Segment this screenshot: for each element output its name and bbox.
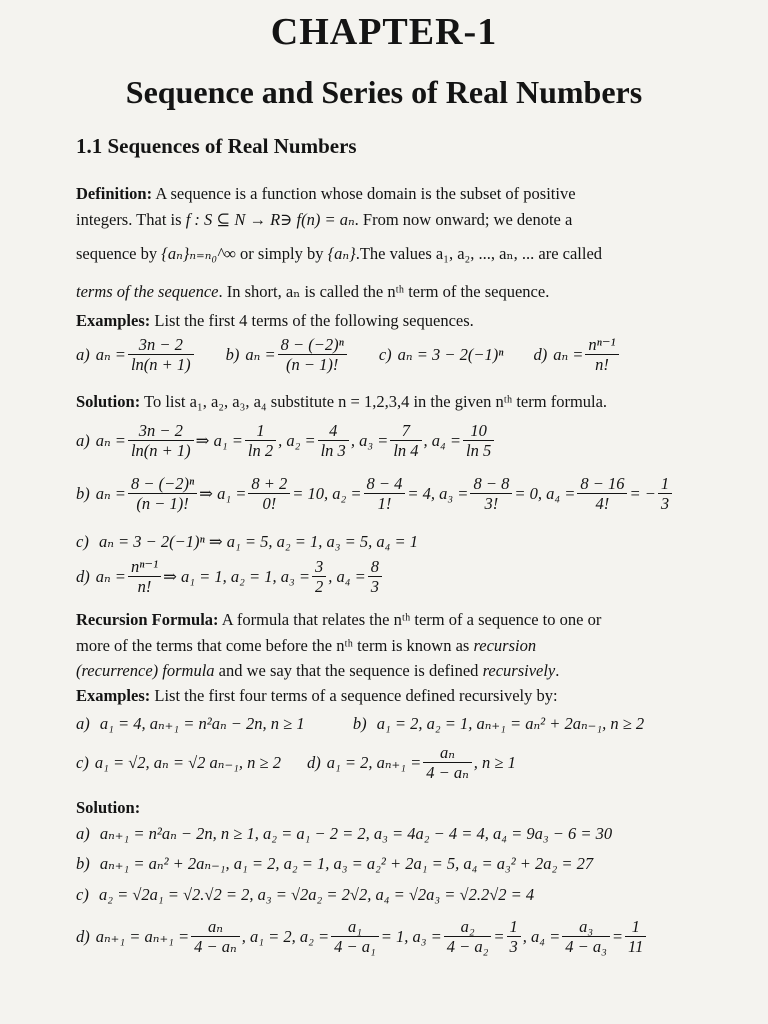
examples-1-formulas xyxy=(76,336,716,374)
formula-part: , a₄ = xyxy=(423,430,462,450)
denominator: 4 − a₁ xyxy=(334,937,376,957)
examples-2-text: List the first four terms of a sequence defined recursively by: xyxy=(154,686,558,705)
denominator: 4 − aₙ xyxy=(426,763,469,783)
fraction xyxy=(364,475,406,513)
solution-2-line xyxy=(76,798,716,818)
formula-lhs: aₙ₊₁ = aₙ₊₁ = xyxy=(95,926,190,946)
formula: a₂ = √2a₁ = √2.√2 = 2, a₃ = √2a₂ = 2√2, a₄ = √2a₃ = √2.2√2 = 4 xyxy=(98,885,535,904)
denominator: ln 2 xyxy=(247,441,274,461)
denominator: 3 xyxy=(509,937,518,957)
recursion-text-2: more of the terms that come before the nᵗʰ term is known as xyxy=(76,636,470,655)
fraction xyxy=(368,558,382,596)
examples-1-text: List the first 4 terms of the following sequences. xyxy=(154,311,474,330)
examples-2-row-2 xyxy=(76,744,716,782)
formula-lhs: a₁ = 2, aₙ₊₁ = xyxy=(326,752,422,772)
numerator: nⁿ⁻¹ xyxy=(128,558,161,577)
formula: aₙ₊₁ = n²aₙ − 2n, n ≥ 1, a₂ = a₁ − 2 = 2, a₃ = 4a₂ − 4 = 4, a₄ = 9a₃ − 6 = 30 xyxy=(99,824,613,843)
recursion-line-2 xyxy=(76,636,716,656)
denominator: 3 xyxy=(370,577,379,597)
numerator: 3 xyxy=(312,558,326,577)
definition-line-1 xyxy=(76,184,716,204)
formula-part: ⇒ a₁ = xyxy=(199,483,247,503)
examples-2-line xyxy=(76,686,716,706)
denominator: 1! xyxy=(377,494,392,514)
formula-part: = xyxy=(611,926,624,946)
fraction xyxy=(470,475,512,513)
definition-text-2b: . From now onward; we denote a xyxy=(354,210,573,229)
fraction xyxy=(658,475,672,513)
solution-2a xyxy=(76,824,716,844)
recursion-term: recursion xyxy=(473,636,537,655)
fraction xyxy=(507,918,521,956)
definition-text-3: sequence by xyxy=(76,244,158,263)
item-label: d) xyxy=(76,926,90,946)
item-label: a) xyxy=(76,824,90,843)
definition-text-4: . In short, aₙ is called the nᵗʰ term of the sequence. xyxy=(218,282,550,301)
fraction xyxy=(463,422,494,460)
fraction xyxy=(191,918,240,956)
item-label: b) xyxy=(225,344,240,364)
numerator: 7 xyxy=(390,422,421,441)
item-label: a) xyxy=(76,430,90,450)
formula-lhs: aₙ = xyxy=(245,344,276,364)
formula-part: = xyxy=(493,926,505,946)
denominator: 4 − a₂ xyxy=(446,937,489,957)
formula-lhs: aₙ = xyxy=(95,483,126,503)
denominator: 3! xyxy=(484,494,499,514)
denominator: (n − 1)! xyxy=(136,494,189,514)
denominator: n! xyxy=(595,355,609,375)
recursion-line-1 xyxy=(76,610,716,630)
fraction xyxy=(128,475,197,513)
definition-label: Definition: xyxy=(76,184,153,203)
examples-1-label: Examples: xyxy=(76,311,151,330)
solution-1c xyxy=(76,532,716,552)
numerator: a₂ xyxy=(444,918,492,937)
example-1a xyxy=(76,336,196,374)
fraction xyxy=(128,558,161,596)
denominator: 3 xyxy=(660,494,670,514)
formula-lhs: aₙ = xyxy=(95,430,126,450)
solution-1d xyxy=(76,558,716,596)
definition-line-3 xyxy=(76,244,716,264)
formula-part: = 1, a₃ = xyxy=(380,926,442,946)
solution-2b xyxy=(76,854,716,874)
numerator: 8 − 16 xyxy=(577,475,627,494)
formula-part: = 0, a₄ = xyxy=(514,483,576,503)
formula-lhs: aₙ = xyxy=(95,344,126,364)
chapter-title: Sequence and Series of Real Numbers xyxy=(125,74,643,110)
formula-part: = − xyxy=(629,483,656,503)
item-label: b) xyxy=(76,483,90,503)
fraction xyxy=(331,918,379,956)
numerator: aₙ xyxy=(191,918,240,937)
recursion-text-3: and we say that the sequence is defined xyxy=(218,661,479,680)
definition-function-formula: f : S ⊆ N → R∋ f(n) = aₙ xyxy=(185,210,355,229)
denominator: ln 4 xyxy=(393,441,419,461)
formula-lhs: aₙ = xyxy=(95,566,126,586)
solution-1a xyxy=(76,422,716,460)
fraction xyxy=(312,558,326,596)
formula-part: , a₄ = xyxy=(328,566,366,586)
denominator: 4 − aₙ xyxy=(194,937,237,957)
formula-part: ⇒ a₁ = xyxy=(195,430,243,450)
numerator: 1 xyxy=(245,422,276,441)
recursion-line-3 xyxy=(76,661,716,681)
fraction xyxy=(278,336,347,374)
item-label: c) xyxy=(378,344,392,364)
formula-part: = 10, a₂ = xyxy=(292,483,362,503)
formula-part: , a₂ = xyxy=(278,430,316,450)
formula-part: ⇒ a₁ = 1, a₂ = 1, a₃ = xyxy=(163,566,310,586)
formula-part: , n ≥ 1 xyxy=(473,752,516,772)
fraction xyxy=(248,475,290,513)
fraction xyxy=(562,918,610,956)
item-label: c) xyxy=(76,885,89,904)
numerator: 8 − 8 xyxy=(470,475,512,494)
numerator: aₙ xyxy=(423,744,472,763)
numerator: 3n − 2 xyxy=(128,336,194,355)
definition-text-2: integers. That is xyxy=(76,210,182,229)
numerator: 8 − 4 xyxy=(364,475,406,494)
solution-2c xyxy=(76,885,716,905)
recurrence-formula-term: (recurrence) formula xyxy=(76,661,215,680)
fraction xyxy=(318,422,349,460)
item-label: a) xyxy=(76,714,90,733)
denominator: ln(n + 1) xyxy=(130,441,191,461)
sequence-notation: {aₙ}ₙ₌ₙ₀^∞ xyxy=(161,244,236,263)
fraction xyxy=(423,744,472,782)
fraction xyxy=(390,422,421,460)
denominator: 2 xyxy=(315,577,324,597)
denominator: ln 3 xyxy=(320,441,346,461)
recursion-label: Recursion Formula: xyxy=(76,610,219,629)
sequence-notation-short: {aₙ} xyxy=(327,244,356,263)
fraction xyxy=(128,336,194,374)
fraction xyxy=(444,918,492,956)
terms-of-sequence-term: terms of the sequence xyxy=(76,282,219,301)
item-label: b) xyxy=(352,714,367,733)
denominator: n! xyxy=(137,577,152,597)
denominator: 4 − a₃ xyxy=(565,937,607,957)
numerator: 1 xyxy=(507,918,521,937)
denominator: ln(n + 1) xyxy=(130,355,191,375)
example-1d xyxy=(533,336,620,374)
item-label: d) xyxy=(533,344,548,364)
formula: aₙ₊₁ = aₙ² + 2aₙ₋₁, a₁ = 2, a₂ = 1, a₃ = a₂² + 2a₁ = 5, a₄ = a₃² + 2a₂ = 27 xyxy=(99,854,594,873)
formula-part: , a₁ = 2, a₂ = xyxy=(241,926,330,946)
period: . xyxy=(555,661,560,680)
item-label: d) xyxy=(76,566,90,586)
item-label: c) xyxy=(76,532,89,551)
examples-1-line xyxy=(76,311,716,331)
solution-1-text: To list a₁, a₂, a₃, a₄ substitute n = 1,2,3,4 in the given nᵗʰ term formula. xyxy=(144,392,608,411)
numerator: 10 xyxy=(463,422,494,441)
formula-part: , a₃ = xyxy=(350,430,389,450)
solution-1-label: Solution: xyxy=(76,392,141,411)
examples-2-label: Examples: xyxy=(76,686,151,705)
definition-text-1: A sequence is a function whose domain is the subset of positive xyxy=(155,184,576,203)
solution-1b xyxy=(76,475,716,513)
denominator: 0! xyxy=(262,494,277,514)
numerator: 8 − (−2)ⁿ xyxy=(278,336,347,355)
fraction xyxy=(577,475,627,513)
numerator: 1 xyxy=(658,475,672,494)
formula: a₁ = 2, a₂ = 1, aₙ₊₁ = aₙ² + 2aₙ₋₁, n ≥ 2 xyxy=(376,714,645,733)
recursively-term: recursively xyxy=(482,661,556,680)
fraction xyxy=(245,422,276,460)
numerator: 8 xyxy=(368,558,382,577)
formula: aₙ = 3 − 2(−1)ⁿ ⇒ a₁ = 5, a₂ = 1, a₃ = 5, a₄ = 1 xyxy=(98,532,419,551)
definition-text-3b: or simply by xyxy=(240,244,324,263)
fraction xyxy=(625,918,646,956)
formula: aₙ = 3 − 2(−1)ⁿ xyxy=(397,344,504,364)
numerator: 8 + 2 xyxy=(248,475,290,494)
solution-1-line xyxy=(76,392,716,412)
solution-2-label: Solution: xyxy=(76,798,141,817)
item-label: a) xyxy=(76,344,90,364)
denominator: 11 xyxy=(628,937,644,957)
numerator: nⁿ⁻¹ xyxy=(585,336,618,355)
fraction xyxy=(128,422,194,460)
formula: a₁ = √2, aₙ = √2 aₙ₋₁, n ≥ 2 xyxy=(94,752,281,772)
formula-part: , a₄ = xyxy=(522,926,561,946)
numerator: 4 xyxy=(318,422,349,441)
formula-lhs: aₙ = xyxy=(553,344,584,364)
numerator: a₃ xyxy=(562,918,610,937)
chapter-heading: CHAPTER-1 xyxy=(270,11,498,53)
numerator: 8 − (−2)ⁿ xyxy=(128,475,197,494)
section-heading: 1.1 Sequences of Real Numbers xyxy=(76,134,357,158)
item-label: b) xyxy=(76,854,90,873)
denominator: 4! xyxy=(595,494,610,514)
numerator: 3n − 2 xyxy=(128,422,194,441)
numerator: 1 xyxy=(625,918,646,937)
denominator: ln 5 xyxy=(466,441,492,461)
definition-line-4 xyxy=(76,282,716,302)
examples-2-row-1 xyxy=(76,714,716,734)
example-1c xyxy=(379,345,504,365)
item-label: d) xyxy=(306,752,321,772)
recursion-text-1: A formula that relates the nᵗʰ term of a sequence to one or xyxy=(221,610,602,629)
definition-line-2 xyxy=(76,210,716,230)
solution-2d xyxy=(76,918,716,956)
formula: a₁ = 4, aₙ₊₁ = n²aₙ − 2n, n ≥ 1 xyxy=(99,714,305,733)
definition-text-3c: .The values a₁, a₂, ..., aₙ, ... are called xyxy=(355,244,603,263)
fraction xyxy=(585,336,618,374)
item-label: c) xyxy=(76,752,89,772)
numerator: a₁ xyxy=(331,918,379,937)
example-1b xyxy=(226,336,349,374)
denominator: (n − 1)! xyxy=(286,355,339,375)
formula-part: = 4, a₃ = xyxy=(407,483,469,503)
